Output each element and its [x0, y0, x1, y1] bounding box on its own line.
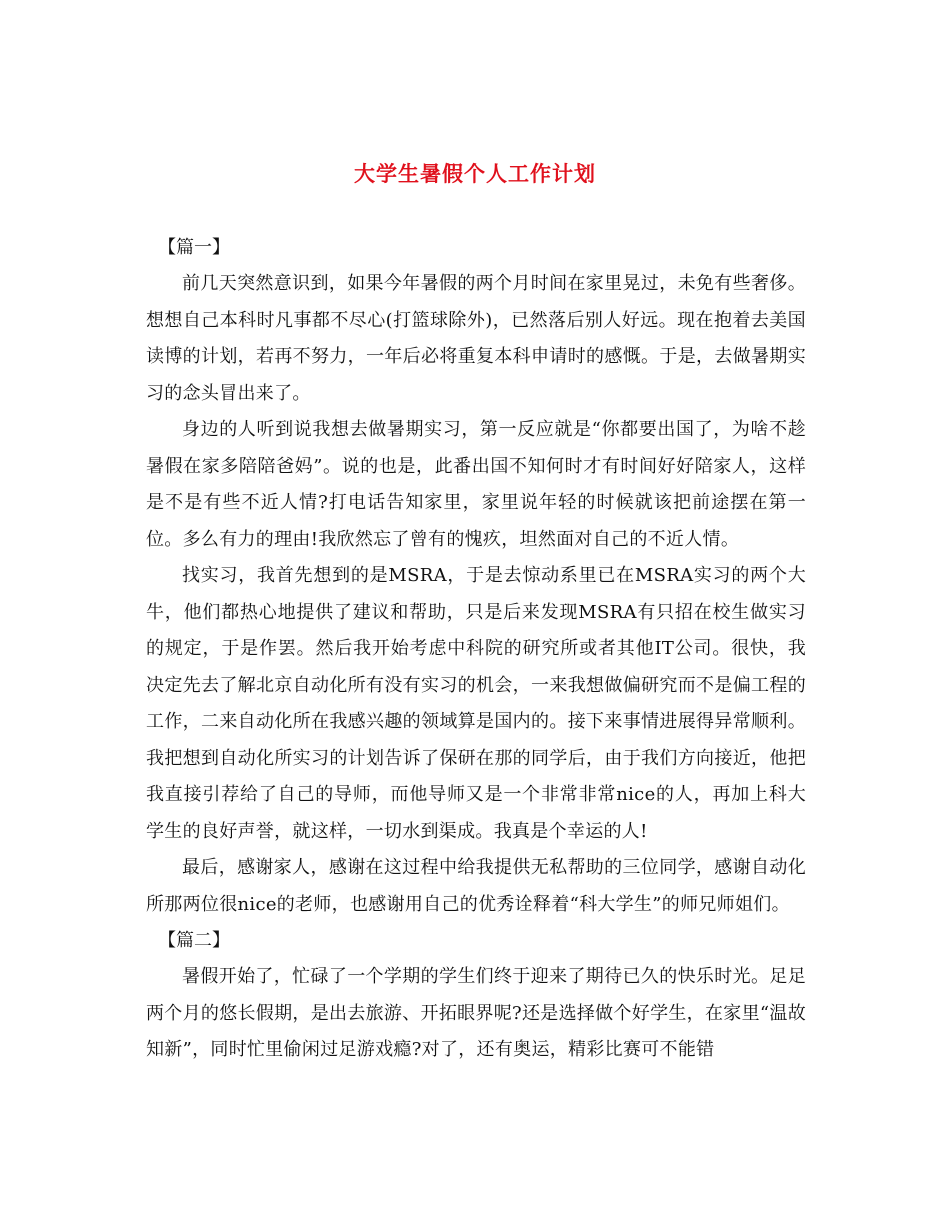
section-heading: 【篇一】 — [158, 237, 230, 258]
document-body — [146, 230, 806, 1069]
section-1 — [146, 230, 806, 923]
paragraph: 最后，感谢家人，感谢在这过程中给我提供无私帮助的三位同学，感谢自动化所那两位很nice的老师，也感谢用自己的优秀诠释着“科大学生”的师兄师姐们。 — [146, 857, 806, 915]
section-heading: 【篇二】 — [158, 930, 230, 951]
paragraph: 身边的人听到说我想去做暑期实习，第一反应就是“你都要出国了，为啥不趁暑假在家多陪陪爸妈”。说的也是，此番出国不知何时才有时间好好陪家人，这样是不是有些不近人情?打电话告知家里，家里说年轻的时候就该把前途摆在第一位。多么有力的理由!我欣然忘了曾有的愧疚，坦然面对自己的不近人情。 — [146, 419, 806, 550]
paragraph: 暑假开始了，忙碌了一个学期的学生们终于迎来了期待已久的快乐时光。足足两个月的悠长假期，是出去旅游、开拓眼界呢?还是选择做个好学生，在家里“温故知新”，同时忙里偷闲过足游戏瘾?对了，还有奥运，精彩比赛可不能错 — [146, 966, 806, 1060]
paragraph: 前几天突然意识到，如果今年暑假的两个月时间在家里晃过，未免有些奢侈。想想自己本科时凡事都不尽心(打篮球除外)，已然落后别人好远。现在抱着去美国读博的计划，若再不努力，一年后必将重复本科申请时的感慨。于是，去做暑期实习的念头冒出来了。 — [146, 273, 806, 404]
page-title: 大学生暑假个人工作计划 — [354, 161, 596, 187]
section-2 — [146, 923, 806, 1069]
paragraph: 找实习，我首先想到的是MSRA，于是去惊动系里已在MSRA实习的两个大牛，他们都热心地提供了建议和帮助，只是后来发现MSRA有只招在校生做实习的规定，于是作罢。然后我开始考虑中科院的研究所或者其他IT公司。很快，我决定先去了解北京自动化所有没有实习的机会，一来我想做偏研究而不是偏工程的工作，二来自动化所在我感兴趣的领域算是国内的。接下来事情进展得异常顺利。我把想到自动化所实习的计划告诉了保研在那的同学后，由于我们方向接近，他把我直接引荐给了自己的导师，而他导师又是一个非常非常nice的人，再加上科大学生的良好声誉，就这样，一切水到渠成。我真是个幸运的人! — [146, 565, 806, 842]
